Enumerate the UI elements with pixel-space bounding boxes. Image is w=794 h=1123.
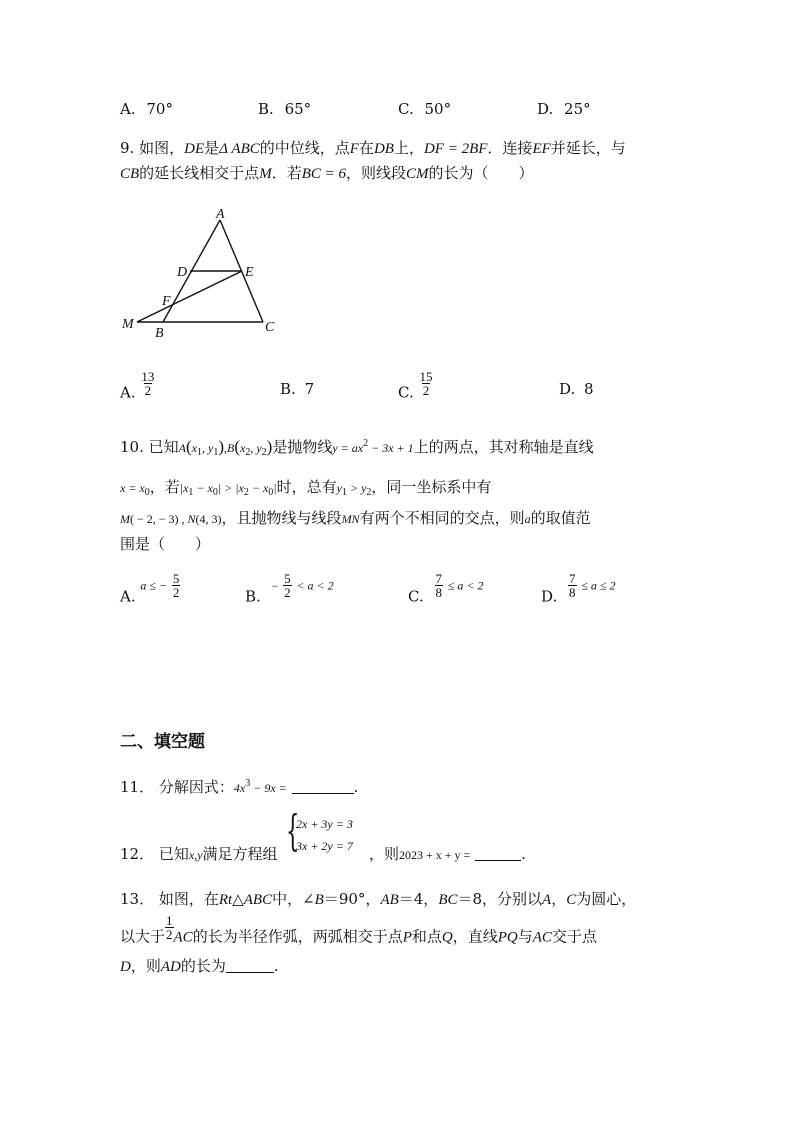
fraction-numerator: 13: [141, 369, 155, 384]
q13-text: 以大于: [120, 927, 166, 946]
equation-2: 3x + 2y = 7: [296, 839, 353, 853]
q9-option-a: [120, 370, 155, 402]
math: x = x: [120, 481, 145, 495]
q10-line-1: 10. 已知$A(x_1$, $y_1),B(x_2$, $y_2$)是抛物线$y = ax^2 - 3x + 1$上的两点，其对称轴是直线: [120, 437, 594, 458]
subscript: 2: [261, 447, 267, 458]
math: < a < 2: [296, 578, 334, 593]
math: −: [271, 578, 279, 593]
q12-period: .: [521, 845, 526, 863]
q9-math: DF = 2BF: [423, 141, 488, 157]
q9-option-c-fraction: [419, 370, 434, 397]
superscript: 3: [245, 778, 251, 789]
label-f: F: [162, 294, 171, 309]
q10-text: 有两个不相同的交点，则: [359, 509, 525, 527]
q10-line-2: [120, 476, 491, 498]
q11-number: 11．: [120, 778, 155, 796]
q11-text: 分解因式：: [158, 778, 234, 796]
fraction-numerator: 5: [172, 571, 180, 586]
math: − x: [193, 481, 213, 495]
fraction-denominator: 2: [144, 383, 152, 398]
q9-number: 9.: [120, 139, 135, 157]
superscript: 2: [363, 438, 369, 449]
q13-text: ＝8，分别以: [457, 890, 543, 908]
q9-text: ，则线段: [346, 164, 407, 182]
q13-text: 和点: [411, 927, 442, 946]
q13-text: ，则: [130, 957, 161, 975]
q9-math: DE: [184, 141, 205, 157]
q8-option-c-text: 50°: [424, 100, 452, 118]
q10-option-a-fraction: [172, 572, 181, 599]
q8-option-d: [537, 100, 591, 118]
q13-text: 交于点: [551, 927, 597, 946]
q11-answer-blank[interactable]: [292, 779, 354, 794]
q11-period: .: [353, 778, 359, 796]
label-b: B: [155, 326, 164, 341]
subscript: 2: [243, 487, 249, 498]
subscript: 2: [245, 447, 251, 458]
math: P: [402, 929, 412, 946]
fraction-denominator: 2: [284, 585, 291, 600]
q10-option-c-fraction: [435, 572, 444, 599]
q10-option-d-label: D.: [541, 587, 558, 606]
q9-option-b-text: 7: [304, 380, 315, 398]
q10-text: 上的两点，其对称轴是直线: [413, 438, 594, 456]
q8-option-a: [120, 100, 173, 118]
math: ,: [181, 512, 185, 526]
q8-option-a-text: 70°: [146, 100, 173, 118]
q9-math: F: [349, 141, 359, 157]
q9-text: 的中位线，点: [259, 139, 350, 157]
q13-line-1: [120, 888, 636, 909]
y-comparison: [336, 481, 372, 498]
q13-text: ＝4，: [398, 890, 439, 908]
q10-text: 的取值范: [530, 509, 591, 527]
q9-text: 在: [358, 139, 374, 157]
q10-text: ，且抛物线与线段: [221, 509, 342, 527]
q8-option-b-text: 65°: [284, 100, 312, 118]
math: ≤ a ≤ 2: [581, 578, 616, 593]
q9-text: 的长为（ ）: [428, 164, 534, 182]
q9-text: 的延长线相交于点: [139, 164, 260, 182]
axis-equation: [120, 481, 150, 498]
q13-period: .: [273, 957, 279, 975]
math: − 9x =: [250, 781, 287, 795]
q10-line-3: [120, 507, 591, 528]
q13-answer-blank[interactable]: [226, 958, 274, 973]
q10-text: ，若: [149, 478, 180, 496]
math: D: [120, 959, 131, 975]
q10-option-d: [541, 572, 616, 606]
q9-option-d-label: D.: [559, 380, 576, 398]
q13-text: 如图，在: [158, 890, 219, 908]
math: 2023 + x + y =: [399, 848, 471, 862]
math: y = ax: [332, 441, 364, 455]
fraction-numerator: 1: [166, 913, 173, 928]
q10-number: 10.: [120, 438, 144, 456]
math: y: [208, 441, 214, 455]
math: ( − 2, − 3): [130, 512, 179, 526]
subscript: 1: [213, 447, 219, 458]
q8-option-d-label: D.: [537, 100, 554, 118]
subscript: 0: [144, 487, 150, 498]
fraction-denominator: 2: [422, 383, 430, 398]
fraction-numerator: 5: [284, 571, 291, 586]
q12-tail: [369, 843, 526, 864]
math: y: [361, 481, 367, 495]
q13-text: ＝90°，: [323, 890, 381, 908]
subscript: 0: [212, 487, 218, 498]
label-c: C: [265, 320, 275, 335]
fraction-denominator: 8: [569, 585, 576, 600]
q13-text: ，直线: [452, 927, 498, 946]
math: AC: [173, 929, 193, 946]
q10-text: 是抛物线: [272, 438, 333, 456]
q9-line-1: [120, 137, 626, 158]
q12-line: [120, 843, 278, 864]
q12-text: ，则: [369, 845, 400, 863]
q13-text: 的长为半径作弧，两弧相交于点: [192, 927, 403, 946]
left-brace: {: [286, 806, 300, 855]
q9-option-d-text: 8: [584, 380, 594, 398]
math: AB: [380, 892, 399, 908]
subscript: 0: [268, 487, 274, 498]
label-d: D: [177, 265, 188, 280]
math: Q: [441, 929, 453, 946]
math: | > |x: [217, 481, 244, 495]
math: C: [566, 892, 577, 908]
q9-option-b-label: B.: [280, 380, 296, 398]
math: A: [178, 441, 186, 455]
math: ≤ a < 2: [447, 578, 484, 593]
q9-text: 如图，: [139, 139, 185, 157]
fraction-numerator: 7: [435, 571, 442, 586]
math: x: [240, 441, 246, 455]
q13-text: 与: [517, 927, 533, 946]
q9-math: DB: [373, 141, 394, 157]
math: − x: [248, 481, 269, 495]
section-heading: 二、填空题: [120, 732, 205, 752]
point-b: $B(x_2$, $y_2$): [227, 437, 273, 458]
fraction-numerator: 7: [569, 571, 576, 586]
q9-text: ．连接: [487, 139, 533, 157]
condition: [179, 481, 277, 498]
fraction-denominator: 8: [435, 585, 442, 600]
q10-option-a: [120, 572, 180, 606]
q8-option-a-label: A.: [120, 100, 136, 118]
label-a: A: [216, 207, 225, 222]
segment-me: [137, 271, 242, 322]
q11-line: [120, 776, 358, 797]
q10-option-b: [245, 572, 334, 606]
parabola: [332, 438, 414, 455]
fraction-numerator: 15: [419, 369, 433, 384]
q9-triangle-figure: [110, 200, 290, 345]
q9-math: CM: [406, 166, 429, 182]
q9-option-a-fraction: [140, 370, 155, 397]
math: 4x: [233, 781, 246, 795]
q13-text: ，: [551, 890, 567, 908]
q13-half-fraction: [165, 914, 174, 941]
q13-text: 中，: [272, 890, 303, 908]
equation-1: 2x + 3y = 3: [296, 817, 353, 831]
math: x: [191, 441, 197, 455]
point-a: $A(x_1$, $y_1$): [178, 437, 224, 458]
math: N: [187, 512, 196, 526]
q9-option-c: [398, 370, 434, 402]
math: |x: [179, 481, 189, 495]
q13-line-2: [120, 914, 597, 947]
q9-math: CB: [120, 166, 140, 182]
q10-option-a-label: A.: [120, 587, 136, 606]
q9-option-a-label: A.: [120, 383, 136, 402]
q11-expression: [233, 778, 287, 795]
q13-text: 的长为: [180, 957, 226, 975]
math: B: [227, 441, 235, 455]
fraction-denominator: 2: [172, 585, 180, 600]
q10-text: ，同一坐标系中有: [371, 478, 492, 496]
math: ∠B: [302, 892, 324, 908]
math: a ≤ −: [140, 578, 168, 593]
q10-option-c: [408, 572, 483, 606]
label-m: M: [122, 317, 134, 332]
math: y: [256, 441, 262, 455]
math: A: [542, 892, 552, 908]
q10-option-d-fraction: [568, 572, 577, 599]
subscript: 1: [197, 447, 202, 458]
q9-option-d: [559, 380, 594, 398]
q9-math: Δ ABC: [219, 141, 260, 157]
math: Rt△ABC: [218, 892, 273, 908]
q9-line-2: [120, 162, 534, 183]
math: (4, 3): [195, 512, 222, 526]
q10-line-4: [120, 533, 210, 554]
q9-math: M: [259, 166, 272, 182]
fraction-denominator: 2: [166, 927, 173, 942]
subscript: 1: [188, 487, 194, 498]
q9-text: 是: [204, 139, 220, 157]
q10-option-c-label: C.: [408, 587, 424, 606]
q8-option-d-text: 25°: [564, 100, 591, 118]
q10-text: 已知: [148, 438, 179, 456]
q10-option-b-fraction: [283, 572, 292, 599]
q13-line-3: [120, 955, 279, 976]
q9-math: BC = 6: [301, 166, 346, 182]
q13-number: 13．: [120, 890, 155, 908]
math: AD: [160, 959, 181, 975]
math: PQ: [497, 929, 518, 946]
q10-text: 围是（ ）: [120, 535, 211, 553]
q9-text: ．若: [271, 164, 302, 182]
q9-text: 上，: [393, 139, 424, 157]
subscript: 2: [366, 487, 372, 498]
q8-option-b-label: B.: [258, 100, 274, 118]
math: BC: [438, 892, 458, 908]
math: − 3x + 1: [368, 441, 414, 455]
math: y: [336, 481, 342, 495]
subscript: 1: [341, 487, 347, 498]
q8-option-c-label: C.: [398, 100, 414, 118]
math: >: [346, 481, 362, 495]
q12-text: 满足方程组: [202, 845, 278, 863]
q9-option-b: [280, 380, 314, 398]
math: a: [524, 512, 531, 526]
math: |: [273, 481, 277, 495]
q12-text: 已知: [158, 845, 189, 863]
math: MN: [341, 512, 360, 526]
q9-text: 并延长，与: [550, 139, 626, 157]
q8-option-b: [258, 100, 311, 118]
math: x,y: [188, 848, 203, 862]
q12-answer-blank[interactable]: [475, 846, 521, 861]
q9-option-c-label: C.: [398, 383, 414, 402]
math: AC: [532, 929, 552, 946]
math: M: [120, 512, 130, 526]
q8-option-c: [398, 100, 451, 118]
q12-number: 12．: [120, 845, 155, 863]
q10-text: 时，总有: [276, 478, 337, 496]
label-e: E: [245, 265, 254, 280]
q10-option-b-label: B.: [245, 587, 261, 606]
q9-math: EF: [532, 141, 551, 157]
q13-text: 为圆心，: [576, 890, 637, 908]
